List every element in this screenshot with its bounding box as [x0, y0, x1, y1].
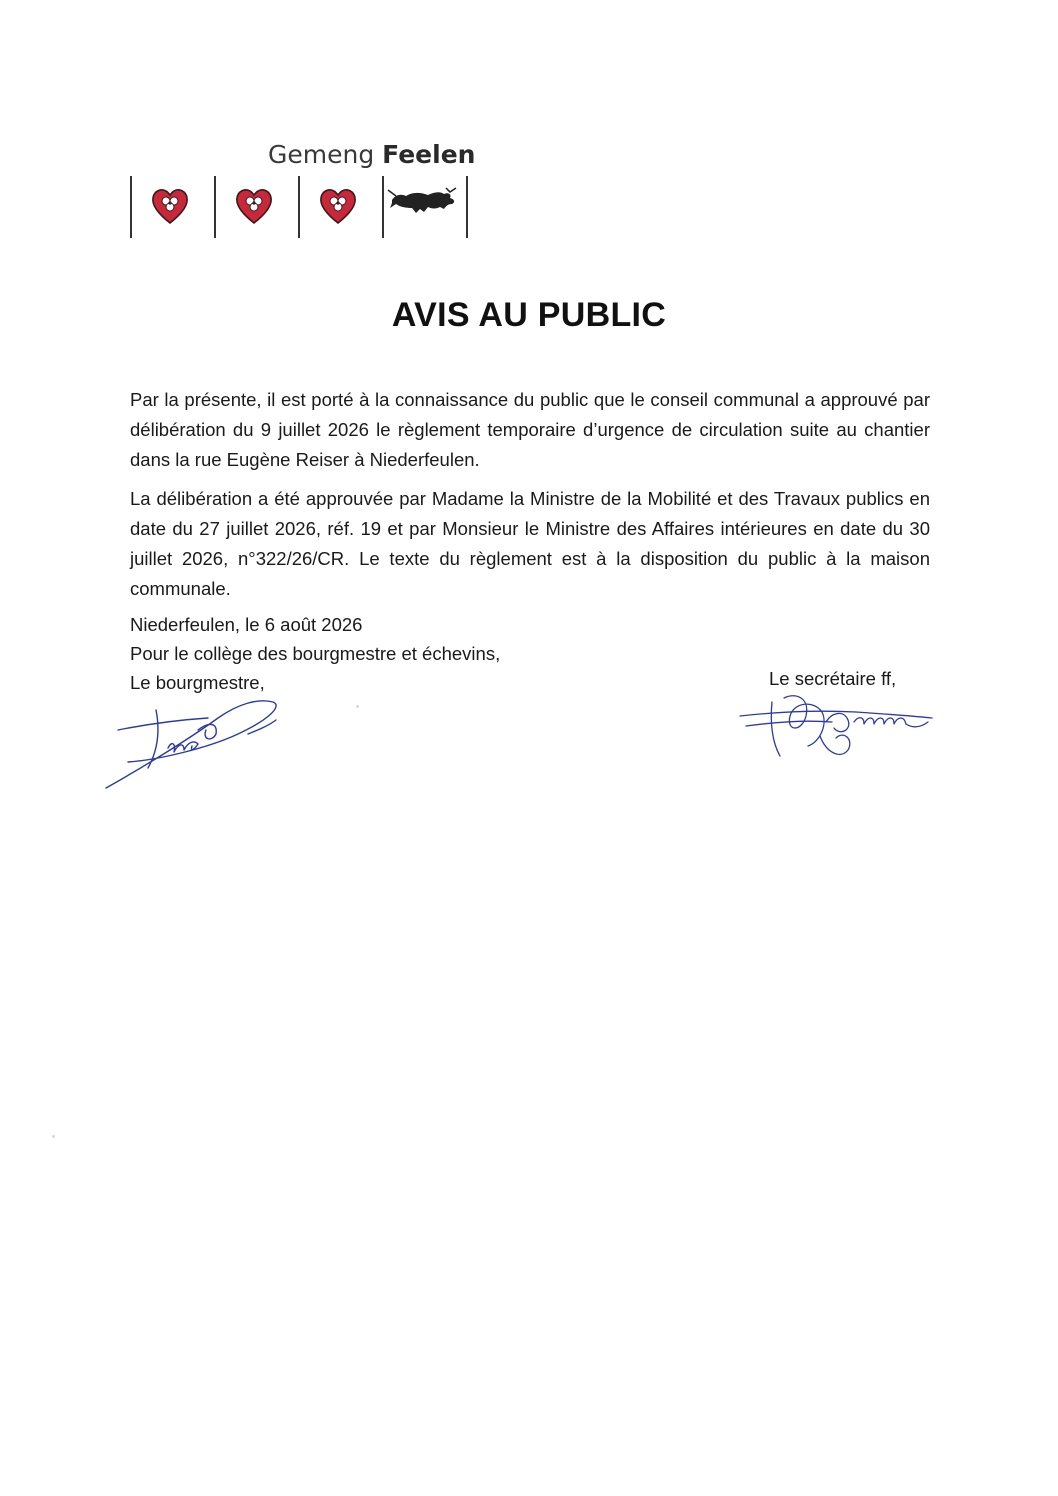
mayor-signature [98, 690, 288, 795]
college-line: Pour le collège des bourgmestre et échevins, [130, 643, 501, 664]
scan-speck [356, 705, 359, 708]
logo-divider [382, 176, 384, 238]
logo-divider [466, 176, 468, 238]
commune-name-bold: Feelen [382, 140, 476, 169]
lion-icon [386, 182, 462, 218]
place-date: Niederfeulen, le 6 août 2026 [130, 614, 363, 635]
secretary-signature [736, 672, 936, 767]
mayor-label: Le bourgmestre, [130, 672, 265, 693]
scan-speck [52, 1135, 55, 1138]
body-paragraph: Par la présente, il est porté à la connaissance du public que le conseil communal a approuvé par délibération du 9 juillet 2026 le règlement temporaire d’urgence de circulation suite au chantier dans la rue Eugène Reiser à Niederfeulen. [130, 389, 930, 470]
heart-icon [150, 186, 190, 226]
logo-divider [130, 176, 132, 238]
notice-title: AVIS AU PUBLIC [391, 296, 667, 334]
commune-name [268, 140, 475, 169]
logo-divider [214, 176, 216, 238]
commune-logo [128, 140, 476, 240]
secretary-label: Le secrétaire ff, [769, 668, 897, 689]
commune-name-light: Gemeng [268, 140, 375, 169]
heart-icon [234, 186, 274, 226]
logo-emblems [128, 176, 473, 240]
heart-icon [318, 186, 358, 226]
logo-divider [298, 176, 300, 238]
closing-block [130, 610, 500, 697]
body-paragraph: La délibération a été approuvée par Madame la Ministre de la Mobilité et des Travaux publics en date du 27 juillet 2026, réf. 19 et par Monsieur le Ministre des Affaires intérieures en date du 30 juillet 2026, n°322/26/CR. Le texte du règlement est à la disposition du public à la maison communale. [130, 488, 930, 599]
